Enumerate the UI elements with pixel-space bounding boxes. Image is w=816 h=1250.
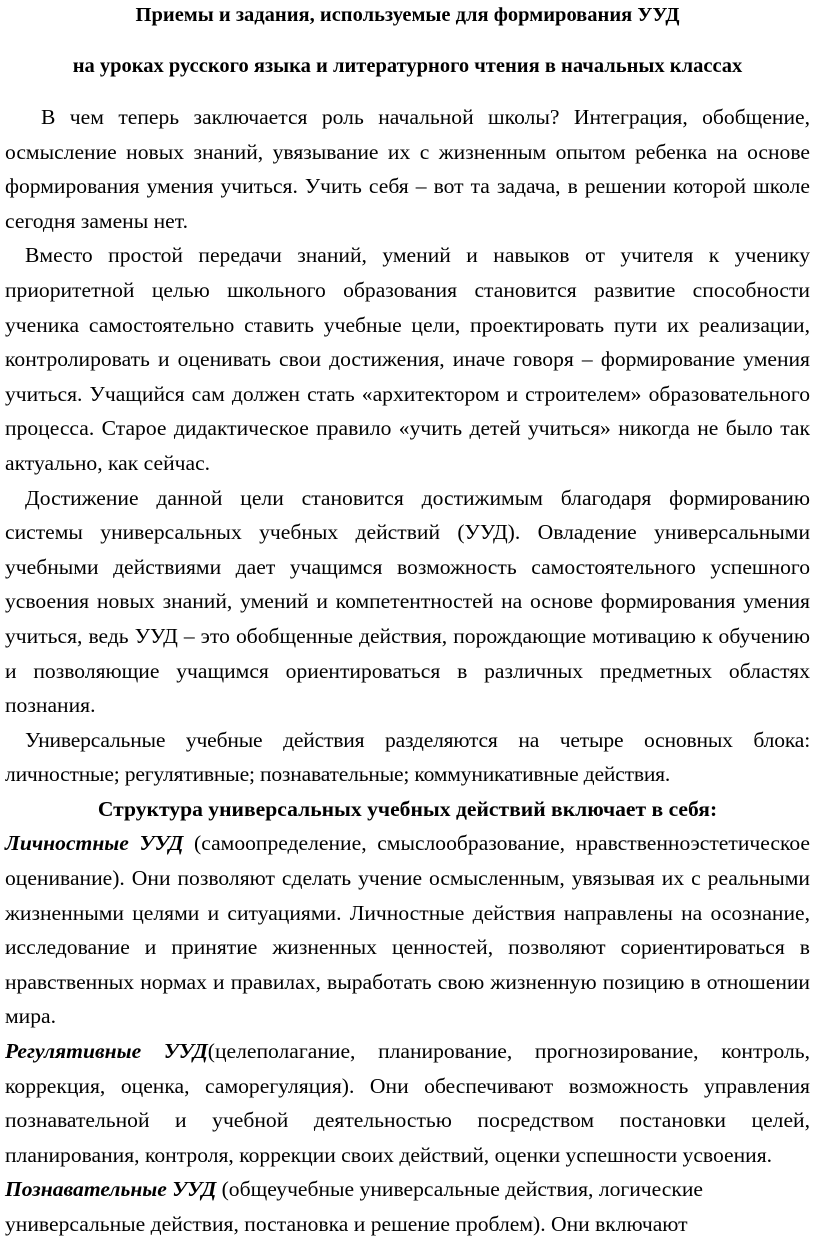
document-title: Приемы и задания, используемые для формирования УУД bbox=[135, 4, 680, 26]
block-term: Личностные УУД bbox=[5, 831, 184, 856]
block-text: (общеучебные универсальные действия, логические универсальные действия, постановка и решение проблем). Они включают bbox=[5, 1177, 704, 1236]
block-text: (целеполагание, планирование, прогнозирование, контроль, коррекция, оценка, саморегуляция). Они обеспечивают возможность управления познавательной и учебной деятельностью посредством постановки целей, планирования, контроля, коррекции своих действий, оценки успешности усвоения. bbox=[5, 1039, 810, 1167]
block-cognitive-uud bbox=[5, 1172, 810, 1241]
block-personal-uud bbox=[5, 826, 810, 1034]
block-text: (самоопределение, смыслообразование, нравственноэстетическое оценивание). Они позволяют сделать учение осмысленным, увязывая их с реальными жизненными целями и ситуациями. Личностные действия направлены на осознание, исследование и принятие жизненных ценностей, позволяют сориентироваться в нравственных нормах и правилах, выработать свою жизненную позицию в отношении мира. bbox=[5, 831, 810, 1029]
paragraph-learning-goal: Вместо простой передачи знаний, умений и навыков от учителя к ученику приоритетной целью школьного образования становится развитие способности ученика самостоятельно ставить учебные цели, проектировать пути их реализации, контролировать и оценивать свои достижения, иначе говоря – формирование умения учиться. Учащийся сам должен стать «архитектором и строителем» образовательного процесса. Старое дидактическое правило «учить детей учиться» никогда не было так актуально, как сейчас. bbox=[5, 243, 810, 475]
paragraph-uud-blocks: Универсальные учебные действия разделяются на четыре основных блока: личностные; регулятивные; познавательные; коммуникативные действия. bbox=[5, 727, 810, 787]
block-regulatory-uud bbox=[5, 1034, 810, 1172]
paragraph-uud-system: Достижение данной цели становится достижимым благодаря формированию системы универсальных учебных действий (УУД). Овладение универсальными учебными действиями дает учащимся возможность самостоятельного успешного усвоения новых знаний, умений и компетентностей на основе формирования умения учиться, ведь УУД – это обобщенные действия, порождающие мотивацию к обучению и позволяющие учащимся ориентироваться в различных предметных областях познания. bbox=[5, 485, 810, 718]
document-subtitle: на уроках русского языка и литературного чтения в начальных классах bbox=[72, 55, 743, 77]
block-term: Регулятивные УУД bbox=[5, 1039, 208, 1064]
structure-heading: Структура универсальных учебных действий включает в себя: bbox=[97, 796, 718, 821]
block-term: Познавательные УУД bbox=[5, 1177, 217, 1202]
paragraph-role-of-school: В чем теперь заключается роль начальной школы? Интеграция, обобщение, осмысление новых знаний, увязывание их с жизненным опытом ребенка на основе формирования умения учиться. Учить себя – вот та задача, в решении которой школе сегодня замены нет. bbox=[5, 105, 810, 233]
